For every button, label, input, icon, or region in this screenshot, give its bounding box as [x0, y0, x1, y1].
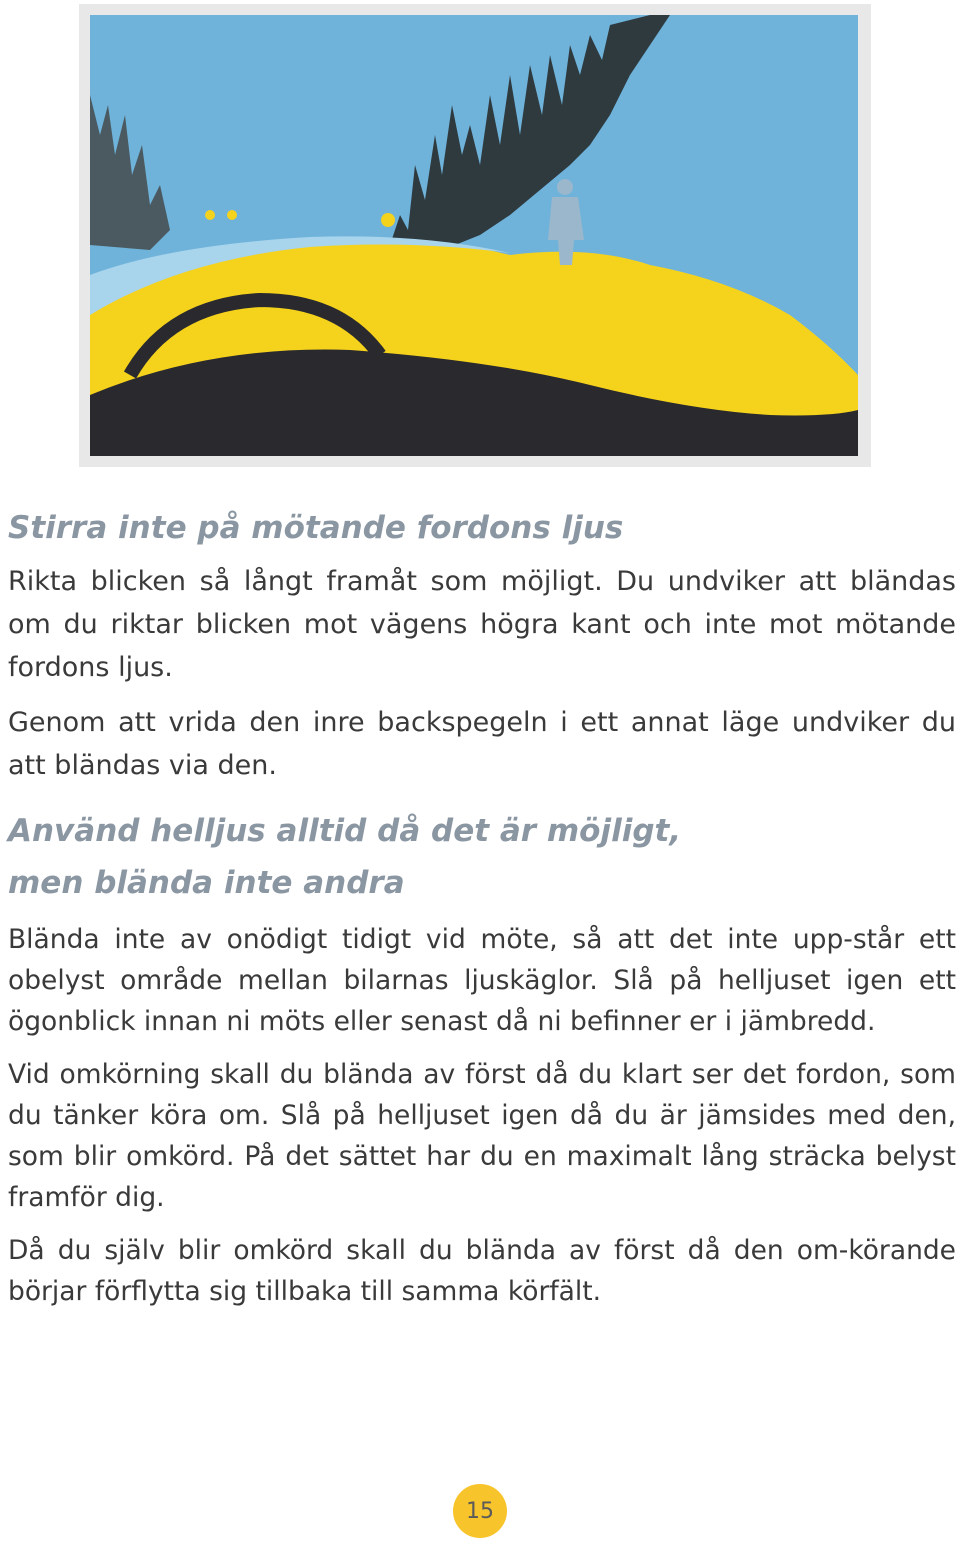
- oncoming-headlight-right: [227, 210, 237, 220]
- paragraph: Rikta blicken så långt framåt som möjligt. Du undviker att bländas om du riktar blicken mot vägens högra kant och inte mot mötande fordons ljus.: [8, 566, 956, 683]
- paragraph: Då du själv blir omkörd skall du blända av först då den om-körande börjar förflytta sig tillbaka till samma körfält.: [8, 1235, 956, 1307]
- night-driving-illustration: [79, 4, 871, 467]
- page-number: 15: [453, 1484, 507, 1538]
- paragraph: Blända inte av onödigt tidigt vid möte, så att det inte upp-står ett obelyst område mellan bilarnas ljuskäglor. Slå på helljuset igen ett ögonblick innan ni möts eller senast då ni befinner er i jämbredd.: [8, 924, 956, 1037]
- roadside-reflector: [381, 213, 395, 227]
- section-heading-glare: Stirra inte på mötande fordons ljus: [8, 510, 624, 546]
- oncoming-headlight-left: [205, 210, 215, 220]
- illustration-svg: [90, 15, 858, 456]
- section-heading-high-beam: [8, 805, 956, 909]
- heading-line: men blända inte andra: [8, 865, 405, 901]
- page-content: [8, 502, 956, 1324]
- paragraph: Vid omkörning skall du blända av först då du klart ser det fordon, som du tänker köra om. Slå på helljuset igen då du är jämsides med den, som blir omkörd. På det sättet har du en maximalt lång sträcka belyst framför dig.: [8, 1059, 956, 1213]
- heading-line: Använd helljus alltid då det är möjligt,: [8, 813, 682, 849]
- paragraph: Genom att vrida den inre backspegeln i ett annat läge undviker du att bländas via den.: [8, 707, 956, 781]
